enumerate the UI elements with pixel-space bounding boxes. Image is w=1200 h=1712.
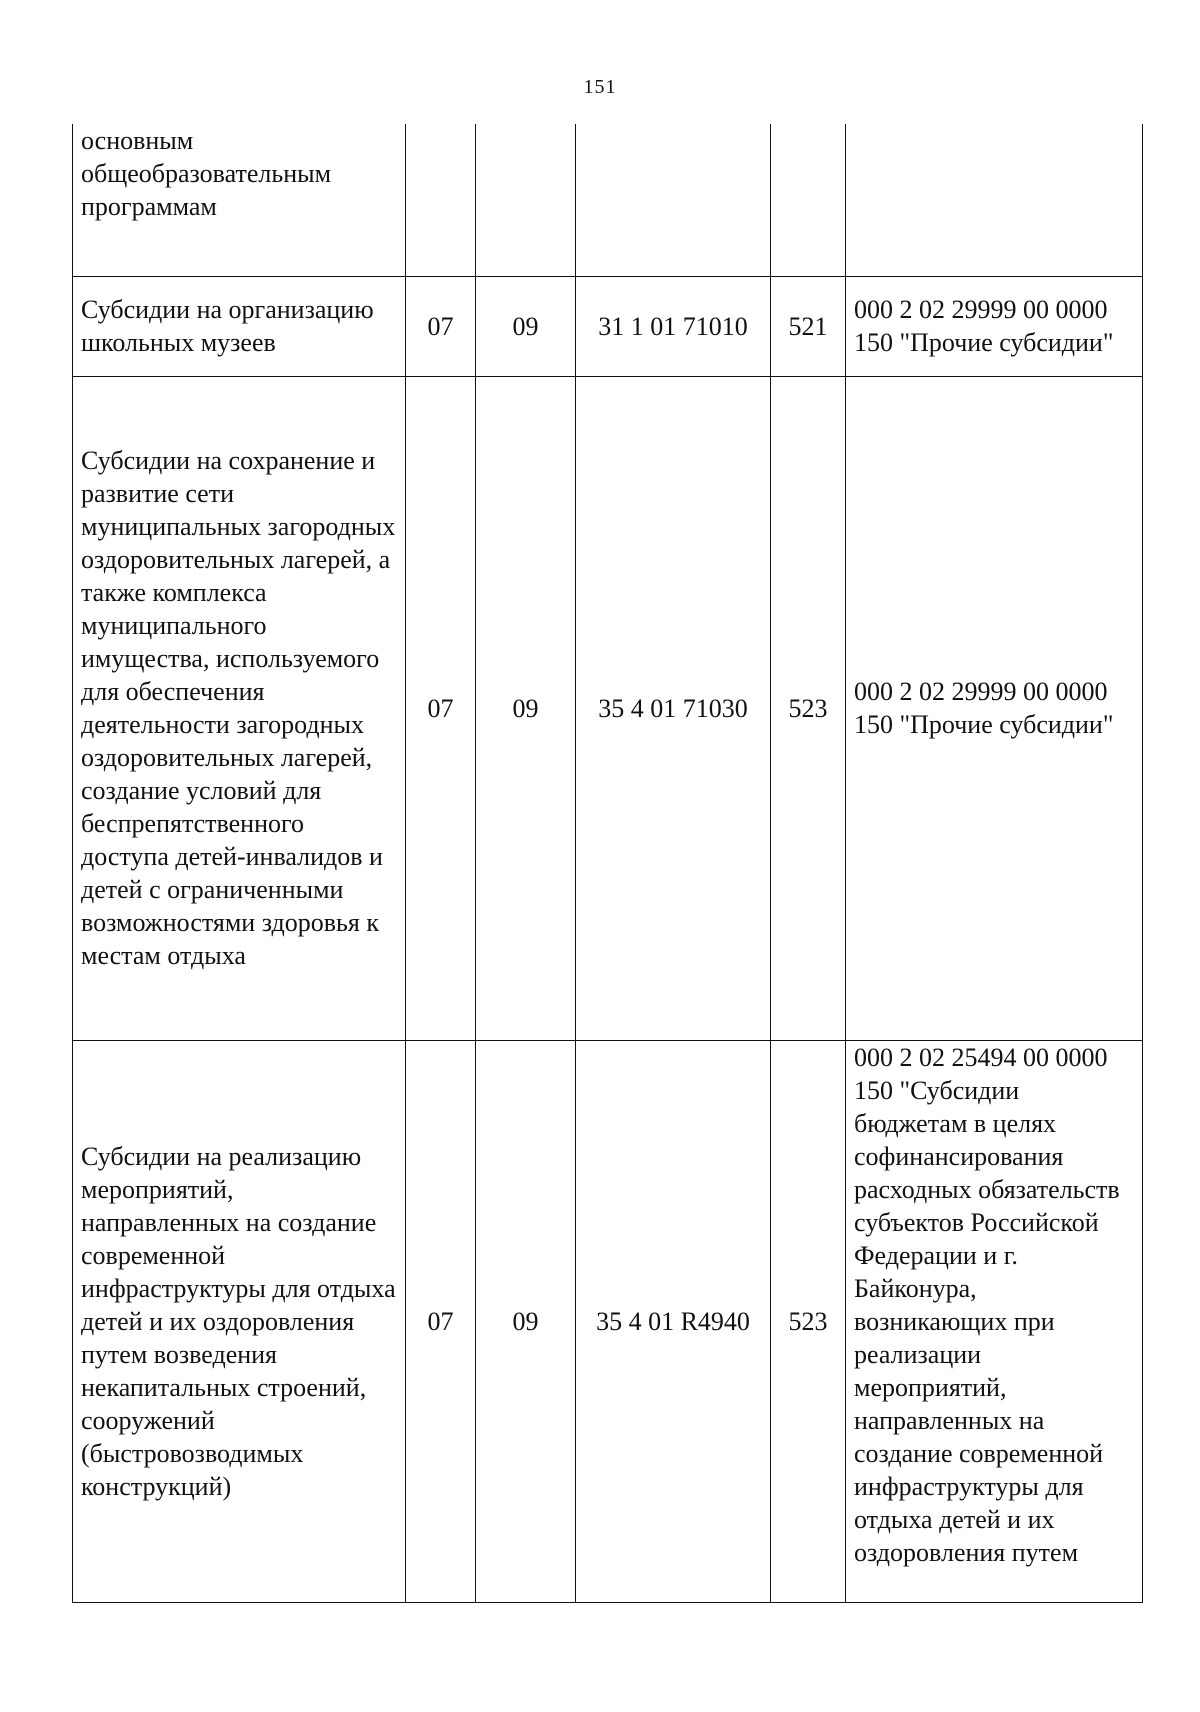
row-name-cell: Субсидии на реализацию мероприятий, направленных на создание современной инфраструктуры для отдыха детей и их оздоровления путем возведения некапитальных строений, сооружений (быстровозводимых конструкций) bbox=[73, 1040, 406, 1602]
revenue-code-cell: 000 2 02 29999 00 0000 150 "Прочие субсидии" bbox=[846, 276, 1143, 376]
target-article-cell bbox=[576, 124, 771, 276]
section-cell: 07 bbox=[406, 1040, 476, 1602]
table-row bbox=[73, 276, 1143, 376]
expense-type-cell: 523 bbox=[771, 376, 846, 1040]
section-cell bbox=[406, 124, 476, 276]
revenue-code-cell: 000 2 02 25494 00 0000 150 "Субсидии бюджетам в целях софинансирования расходных обязательств субъектов Российской Федерации и г. Байконура, возникающих при реализации мероприятий, направленных на создание современной инфраструктуры для отдыха детей и их оздоровления путем bbox=[846, 1040, 1143, 1602]
table-row bbox=[73, 124, 1143, 276]
table-row bbox=[73, 376, 1143, 1040]
section-cell: 07 bbox=[406, 376, 476, 1040]
expense-type-cell: 523 bbox=[771, 1040, 846, 1602]
table-row bbox=[73, 1040, 1143, 1602]
expense-type-cell bbox=[771, 124, 846, 276]
revenue-code-cell: 000 2 02 29999 00 0000 150 "Прочие субсидии" bbox=[846, 376, 1143, 1040]
row-name-cell: Субсидии на сохранение и развитие сети муниципальных загородных оздоровительных лагерей, а также комплекса муниципального имущества, используемого для обеспечения деятельности загородных оздоровительных лагерей, создание условий для беспрепятственного доступа детей-инвалидов и детей с ограниченными возможностями здоровья к местам отдыха bbox=[73, 376, 406, 1040]
subsection-cell bbox=[476, 124, 576, 276]
page-number: 151 bbox=[583, 76, 617, 98]
target-article-cell: 35 4 01 R4940 bbox=[576, 1040, 771, 1602]
target-article-cell: 35 4 01 71030 bbox=[576, 376, 771, 1040]
section-cell: 07 bbox=[406, 276, 476, 376]
budget-table bbox=[72, 124, 1143, 1603]
revenue-code-cell bbox=[846, 124, 1143, 276]
subsection-cell: 09 bbox=[476, 1040, 576, 1602]
target-article-cell: 31 1 01 71010 bbox=[576, 276, 771, 376]
subsection-cell: 09 bbox=[476, 376, 576, 1040]
row-name-cell: основным общеобразовательным программам bbox=[73, 124, 406, 276]
expense-type-cell: 521 bbox=[771, 276, 846, 376]
subsection-cell: 09 bbox=[476, 276, 576, 376]
row-name-cell: Субсидии на организацию школьных музеев bbox=[73, 276, 406, 376]
